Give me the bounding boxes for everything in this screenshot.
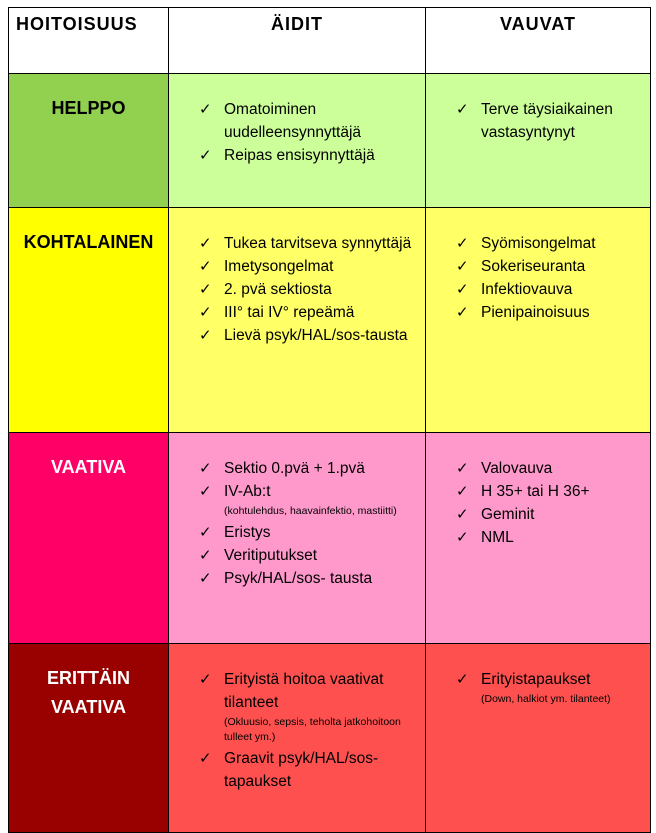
- checkmark-icon: ✓: [456, 671, 469, 688]
- item-text: 2. pvä sektiosta: [224, 281, 332, 298]
- care-level-table: [8, 7, 651, 833]
- row-moderate: [9, 208, 651, 433]
- checkmark-icon: ✓: [456, 460, 469, 477]
- checkmark-icon: ✓: [456, 506, 469, 523]
- row-very-demanding: [9, 644, 651, 833]
- level-line-1: ERITTÄIN: [47, 668, 130, 688]
- checkmark-icon: ✓: [456, 304, 469, 321]
- checkmark-icon: ✓: [456, 529, 469, 546]
- item-text: Terve täysiaikainen vastasyntynyt: [481, 101, 613, 141]
- level-moderate: KOHTALAINEN: [9, 208, 169, 433]
- list-item: [456, 503, 642, 526]
- level-very-demanding: [9, 644, 169, 833]
- item-note: (kohtulehdus, haavainfektio, mastiitti): [224, 505, 397, 517]
- level-demanding: VAATIVA: [9, 433, 169, 644]
- checkmark-icon: ✓: [199, 258, 212, 275]
- item-text: IV-Ab:t: [224, 483, 271, 500]
- list-item: [456, 526, 642, 549]
- easy-babies-cell: [426, 74, 651, 208]
- item-text: Imetysongelmat: [224, 258, 334, 275]
- row-demanding: [9, 433, 651, 644]
- item-note: (Okluusio, sepsis, teholta jatkohoitoon tulleet ym.): [224, 716, 401, 743]
- checkmark-icon: ✓: [199, 671, 212, 688]
- item-text: Psyk/HAL/sos- tausta: [224, 570, 373, 587]
- header-care-level: HOITOISUUS: [9, 8, 169, 74]
- item-text: Reipas ensisynnyttäjä: [224, 147, 375, 164]
- header-babies: VAUVAT: [426, 8, 651, 74]
- row-easy: [9, 74, 651, 208]
- moderate-babies-list: [426, 208, 650, 324]
- item-text: Veritiputukset: [224, 547, 318, 564]
- header-mothers: ÄIDIT: [169, 8, 426, 74]
- list-item: [199, 278, 417, 301]
- demanding-mothers-list: [169, 433, 425, 590]
- checkmark-icon: ✓: [199, 101, 212, 118]
- checkmark-icon: ✓: [199, 460, 212, 477]
- list-item: [199, 98, 417, 144]
- checkmark-icon: ✓: [456, 281, 469, 298]
- item-text: Erityistapaukset: [481, 671, 591, 688]
- very-mothers-cell: [169, 644, 426, 833]
- easy-mothers-cell: [169, 74, 426, 208]
- list-item: [456, 301, 642, 324]
- checkmark-icon: ✓: [456, 235, 469, 252]
- very-mothers-list: [169, 644, 425, 793]
- checkmark-icon: ✓: [199, 547, 212, 564]
- list-item: [456, 232, 642, 255]
- very-babies-list: [426, 644, 650, 707]
- very-babies-cell: [426, 644, 651, 833]
- demanding-babies-cell: [426, 433, 651, 644]
- checkmark-icon: ✓: [199, 235, 212, 252]
- list-item: [456, 457, 642, 480]
- item-text: III° tai IV° repeämä: [224, 304, 355, 321]
- demanding-babies-list: [426, 433, 650, 549]
- list-item: [199, 544, 417, 567]
- list-item: [199, 668, 417, 745]
- item-text: Erityistä hoitoa vaativat tilanteet: [224, 671, 384, 711]
- list-item: [199, 567, 417, 590]
- item-text: NML: [481, 529, 514, 546]
- list-item: [199, 747, 417, 793]
- item-text: H 35+ tai H 36+: [481, 483, 590, 500]
- demanding-mothers-cell: [169, 433, 426, 644]
- item-text: Eristys: [224, 524, 271, 541]
- item-text: Tukea tarvitseva synnyttäjä: [224, 235, 412, 252]
- checkmark-icon: ✓: [199, 750, 212, 767]
- checkmark-icon: ✓: [199, 281, 212, 298]
- item-text: Sokeriseuranta: [481, 258, 586, 275]
- item-text: Graavit psyk/HAL/sos-tapaukset: [224, 750, 379, 790]
- item-text: Syömisongelmat: [481, 235, 596, 252]
- list-item: [199, 480, 417, 519]
- checkmark-icon: ✓: [199, 483, 212, 500]
- list-item: [199, 301, 417, 324]
- checkmark-icon: ✓: [199, 147, 212, 164]
- checkmark-icon: ✓: [199, 570, 212, 587]
- list-item: [199, 255, 417, 278]
- header-row: [9, 8, 651, 74]
- list-item: [456, 98, 642, 144]
- item-text: Geminit: [481, 506, 535, 523]
- checkmark-icon: ✓: [456, 258, 469, 275]
- list-item: [456, 668, 642, 707]
- list-item: [199, 144, 417, 167]
- item-text: Infektiovauva: [481, 281, 573, 298]
- easy-babies-list: [426, 74, 650, 144]
- list-item: [199, 232, 417, 255]
- easy-mothers-list: [169, 74, 425, 167]
- item-text: Pienipainoisuus: [481, 304, 590, 321]
- checkmark-icon: ✓: [199, 304, 212, 321]
- list-item: [456, 278, 642, 301]
- list-item: [199, 457, 417, 480]
- checkmark-icon: ✓: [456, 483, 469, 500]
- level-easy: HELPPO: [9, 74, 169, 208]
- checkmark-icon: ✓: [199, 524, 212, 541]
- item-text: Valovauva: [481, 460, 553, 477]
- moderate-mothers-list: [169, 208, 425, 347]
- item-note: (Down, halkiot ym. tilanteet): [481, 693, 611, 705]
- list-item: [199, 324, 417, 347]
- item-text: Sektio 0.pvä + 1.pvä: [224, 460, 365, 477]
- moderate-mothers-cell: [169, 208, 426, 433]
- list-item: [199, 521, 417, 544]
- checkmark-icon: ✓: [199, 327, 212, 344]
- moderate-babies-cell: [426, 208, 651, 433]
- item-text: Lievä psyk/HAL/sos-tausta: [224, 327, 408, 344]
- item-text: Omatoiminen uudelleensynnyttäjä: [224, 101, 362, 141]
- level-line-2: VAATIVA: [51, 697, 126, 717]
- checkmark-icon: ✓: [456, 101, 469, 118]
- list-item: [456, 480, 642, 503]
- list-item: [456, 255, 642, 278]
